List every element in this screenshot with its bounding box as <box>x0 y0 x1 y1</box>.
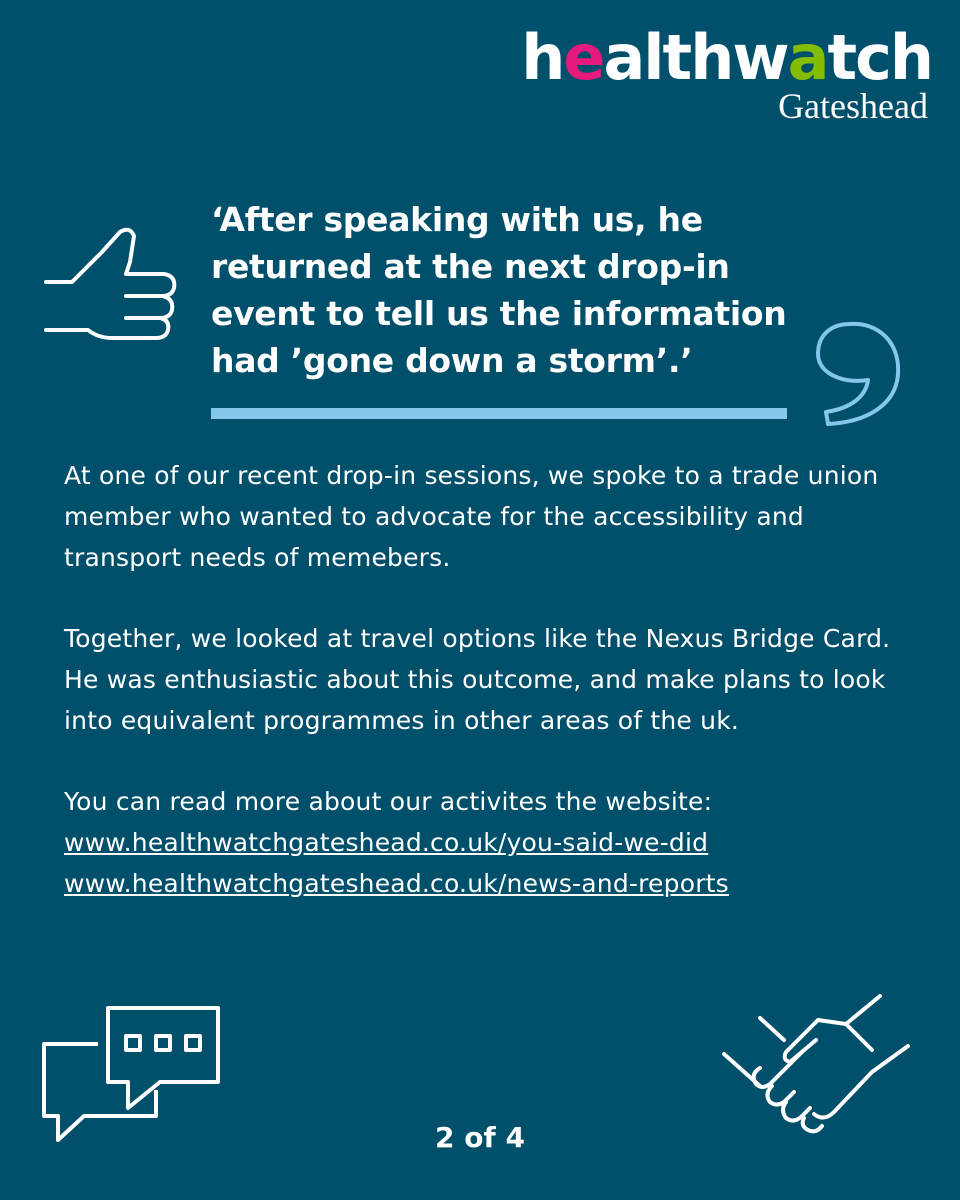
logo-subtitle: Gateshead <box>778 86 928 126</box>
body-copy <box>64 455 914 904</box>
logo-wordmark: healthwatch <box>521 21 932 94</box>
links-block <box>64 781 914 904</box>
quote-line: ‘After speaking with us, he <box>211 200 703 239</box>
link-you-said-we-did[interactable]: www.healthwatchgateshead.co.uk/you-said-we-did <box>64 828 709 857</box>
page-indicator: 2 of 4 <box>435 1121 525 1154</box>
links-intro: You can read more about our activites the website: <box>64 787 713 816</box>
healthwatch-logo <box>512 22 932 124</box>
pull-quote <box>211 196 811 384</box>
quote-line: returned at the next drop-in <box>211 247 730 286</box>
link-news-and-reports[interactable]: www.healthwatchgateshead.co.uk/news-and-reports <box>64 869 729 898</box>
handshake-icon <box>720 990 920 1140</box>
closing-quote-icon <box>812 318 904 428</box>
quote-line: had ’gone down a storm’.’ <box>211 341 693 380</box>
body-paragraph: At one of our recent drop-in sessions, we spoke to a trade union member who wanted to advocate for the accessibility and transport needs of memebers. <box>64 461 879 572</box>
thumbs-up-icon <box>42 222 182 342</box>
body-paragraph: Together, we looked at travel options like the Nexus Bridge Card. He was enthusiastic about this outcome, and make plans to look into equivalent programmes in other areas of the uk. <box>64 624 891 735</box>
quote-line: event to tell us the information <box>211 294 787 333</box>
quote-divider <box>211 408 787 419</box>
chat-bubbles-icon <box>40 1004 224 1144</box>
